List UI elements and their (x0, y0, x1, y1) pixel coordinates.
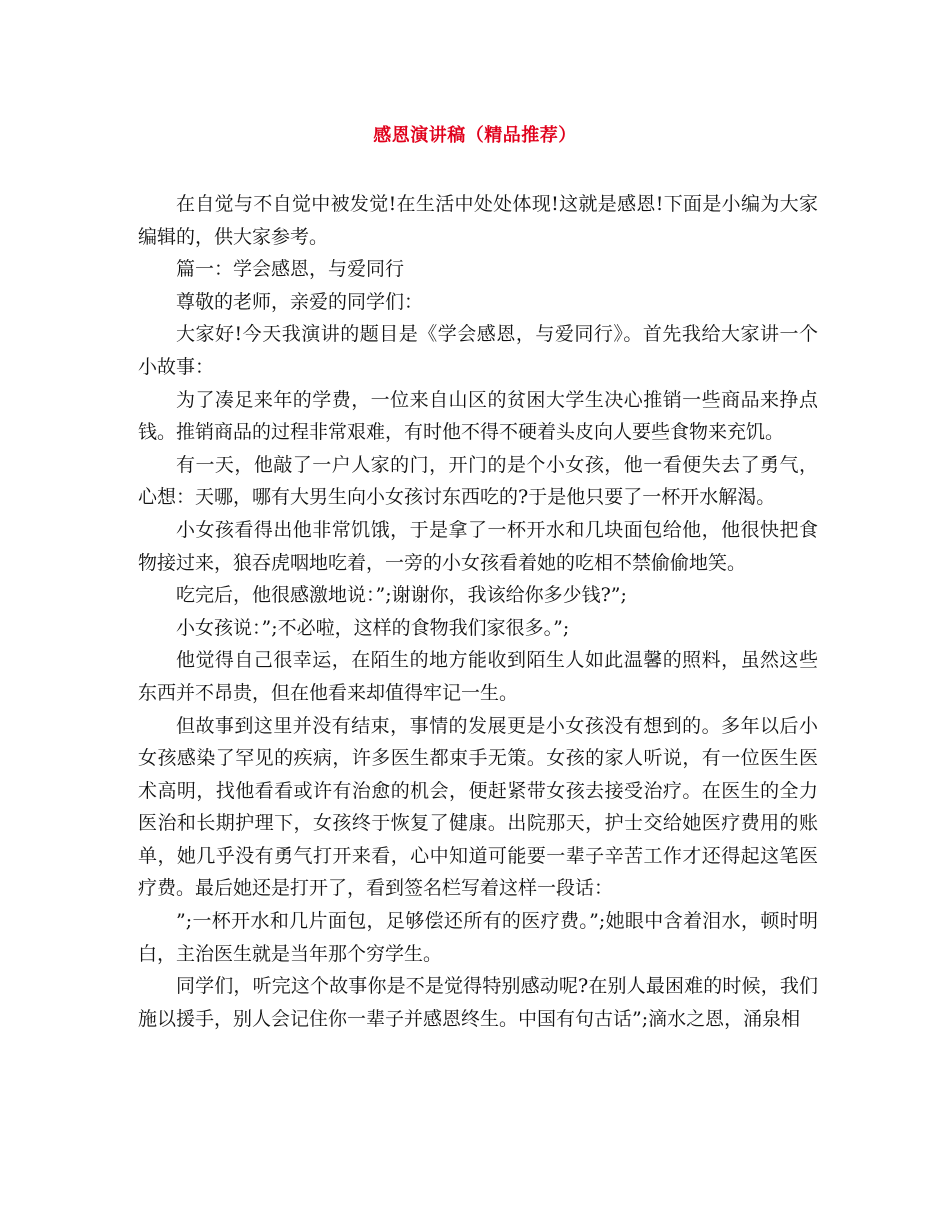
salutation: 尊敬的老师，亲爱的同学们： (176, 290, 424, 313)
paragraph: 在自觉与不自觉中被发觉!在生活中处处体现!这就是感恩!下面是小编为大家编辑的，供大家参考。 (138, 193, 818, 248)
paragraph: 为了凑足来年的学费，一位来自山区的贫困大学生决心推销一些商品来挣点钱。推销商品的过程非常艰难，有时他不得不硬着头皮向人要些食物来充饥。 (138, 388, 818, 444)
quote-paragraph: ”;一杯开水和几片面包，足够偿还所有的医疗费。”;她眼中含着泪水，顿时明白，主治医生就是当年那个穷学生。 (138, 910, 818, 965)
paragraph: 大家好!今天我演讲的题目是《学会感恩，与爱同行》。首先我给大家讲一个小故事： (138, 323, 818, 378)
paragraph: 同学们，听完这个故事你是不是觉得特别感动呢?在别人最困难的时候，我们施以援手，别人会记住你一辈子并感恩终生。中国有句古话”;滴水之恩，涌泉相 (138, 975, 818, 1030)
paragraph: 但故事到这里并没有结束，事情的发展更是小女孩没有想到的。多年以后小女孩感染了罕见的疾病，许多医生都束手无策。女孩的家人听说，有一位医生医术高明，找他看看或许有治愈的机会，便赶紧带女孩去接受治疗。在医生的全力医治和长期护理下，女孩终于恢复了健康。出院那天，护士交给她医疗费用的账单，她几乎没有勇气打开来看，心中知道可能要一辈子辛苦工作才还得起这笔医疗费。最后她还是打开了，看到签名栏写着这样一段话： (138, 714, 818, 900)
document-body (138, 188, 818, 1035)
quote-paragraph: 小女孩说：”;不必啦，这样的食物我们家很多。”; (176, 616, 570, 639)
paragraph: 他觉得自己很幸运，在陌生的地方能收到陌生人如此温馨的照料，虽然这些东西并不昂贵，但在他看来却值得牢记一生。 (138, 649, 818, 704)
quote-paragraph: 吃完后，他很感激地说：”;谢谢你，我该给你多少钱?”; (176, 584, 627, 607)
paragraph: 小女孩看得出他非常饥饿，于是拿了一杯开水和几块面包给他，他很快把食物接过来，狼吞虎咽地吃着，一旁的小女孩看着她的吃相不禁偷偷地笑。 (138, 518, 818, 574)
document-title: 感恩演讲稿（精品推荐） (373, 125, 577, 146)
section-heading: 篇一：学会感恩，与爱同行 (176, 258, 405, 281)
paragraph: 有一天，他敲了一户人家的门，开门的是个小女孩，他一看便失去了勇气，心想：天哪，哪有大男生向小女孩讨东西吃的?于是他只要了一杯开水解渴。 (138, 453, 818, 509)
